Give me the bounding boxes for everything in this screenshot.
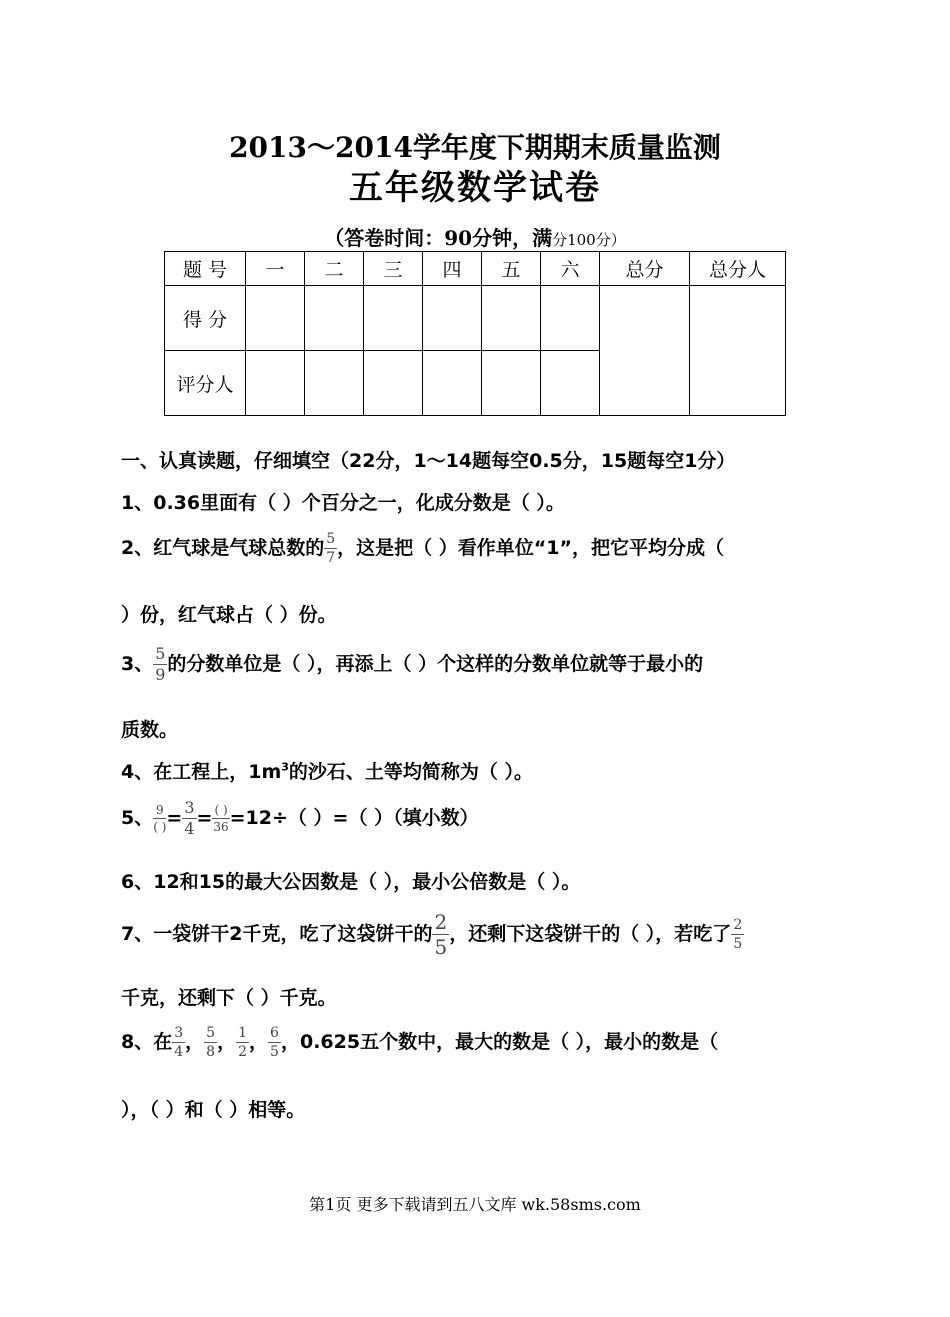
grader-cell bbox=[364, 351, 423, 416]
score-table-col-6: 六 bbox=[541, 252, 600, 286]
score-cell bbox=[305, 286, 364, 351]
section1-heading: 一、认真读题，仔细填空（22分，1～14题每空0.5分，15题每空1分） bbox=[121, 450, 736, 472]
score-table-col-2: 二 bbox=[305, 252, 364, 286]
question-7: 7、一袋饼干2千克，吃了这袋饼干的 $\frac{2}{5}$ ，还剩下这袋饼干的（ ），若吃了 $\frac{2}{5}$ bbox=[121, 910, 743, 959]
page-footer: 第1页 更多下载请到五八文库 wk.58sms.com bbox=[309, 1195, 641, 1214]
question-2: 2、红气球是气球总数的 $\frac{5}{7}$ ，这是把（ ）看作单位“1”，把它平均分成（ bbox=[121, 531, 724, 566]
score-cell bbox=[541, 286, 600, 351]
score-cell bbox=[364, 286, 423, 351]
question-3: 3、 $\frac{5}{9}$ 的分数单位是（ ），再添上（ ）个这样的分数单位就等于最小的 bbox=[121, 644, 704, 684]
score-table-col-1: 一 bbox=[246, 252, 305, 286]
grader-cell bbox=[246, 351, 305, 416]
fraction: $\frac{5}{8}$ bbox=[206, 1025, 216, 1060]
score-table-col-4: 四 bbox=[423, 252, 482, 286]
exam-title-line1: 2013～2014学年度下期期末质量监测 bbox=[229, 131, 721, 164]
fraction: $\frac{6}{5}$ bbox=[270, 1025, 279, 1060]
score-row-label: 得 分 bbox=[165, 286, 246, 351]
score-table-col-5: 五 bbox=[482, 252, 541, 286]
score-cell bbox=[246, 286, 305, 351]
score-cell bbox=[482, 286, 541, 351]
exam-time-info: （答卷时间：90分钟，满分100分） bbox=[324, 226, 626, 250]
question-4: 4、在工程上，$1m^3$的沙石、土等均简称为（ ）。 bbox=[121, 760, 534, 783]
grader-row-label: 评分人 bbox=[165, 351, 246, 416]
fraction: $\frac{5}{9}$ bbox=[155, 644, 166, 684]
question-6: 6、12和15的最大公因数是（ ），最小公倍数是（ ）。 bbox=[121, 871, 581, 893]
question-3-cont: 质数。 bbox=[121, 719, 179, 741]
score-table-total-label: 总分 bbox=[600, 252, 690, 286]
fraction: $\frac{9}{( )}$ bbox=[153, 803, 167, 834]
fraction: $\frac{5}{7}$ bbox=[326, 531, 336, 566]
question-2-cont: ）份，红气球占（ ）份。 bbox=[121, 604, 337, 626]
question-8: 8、在 $\frac{3}{4}$ ， $\frac{5}{8}$ ， $\frac{1}{2}$ ， $\frac{6}{5}$ ，0.625五个数中，最大的数是（ ），最小的数是（ bbox=[121, 1025, 719, 1060]
score-table-header-label: 题 号 bbox=[165, 252, 246, 286]
score-cell bbox=[423, 286, 482, 351]
total-person-cell bbox=[690, 286, 786, 416]
score-table-col-3: 三 bbox=[364, 252, 423, 286]
score-table-total-person-label: 总分人 bbox=[690, 252, 786, 286]
fraction: $\frac{1}{2}$ bbox=[238, 1025, 248, 1060]
fraction: $\frac{( )}{36}$ bbox=[213, 803, 229, 834]
grader-cell bbox=[423, 351, 482, 416]
score-table bbox=[164, 251, 786, 416]
grader-cell bbox=[541, 351, 600, 416]
question-5: 5、 $\frac{9}{( )}$ = $\frac{3}{4}$ = $\frac{( )}{36}$ =12÷（ ）=（ ）（填小数） bbox=[121, 798, 479, 838]
fraction: $\frac{2}{5}$ bbox=[434, 910, 448, 959]
fraction: $\frac{3}{4}$ bbox=[174, 1025, 184, 1060]
question-1: 1、0.36里面有（ ）个百分之一，化成分数是（ ）。 bbox=[121, 492, 565, 514]
question-8-cont: ），（ ）和（ ）相等。 bbox=[121, 1099, 306, 1121]
fraction: $\frac{3}{4}$ bbox=[184, 798, 195, 838]
exam-title-line2: 五年级数学试卷 bbox=[349, 168, 601, 208]
grader-cell bbox=[305, 351, 364, 416]
fraction: $\frac{2}{5}$ bbox=[733, 917, 743, 952]
grader-cell bbox=[482, 351, 541, 416]
question-7-cont: 千克，还剩下（ ）千克。 bbox=[121, 987, 337, 1009]
total-score-cell bbox=[600, 286, 690, 416]
